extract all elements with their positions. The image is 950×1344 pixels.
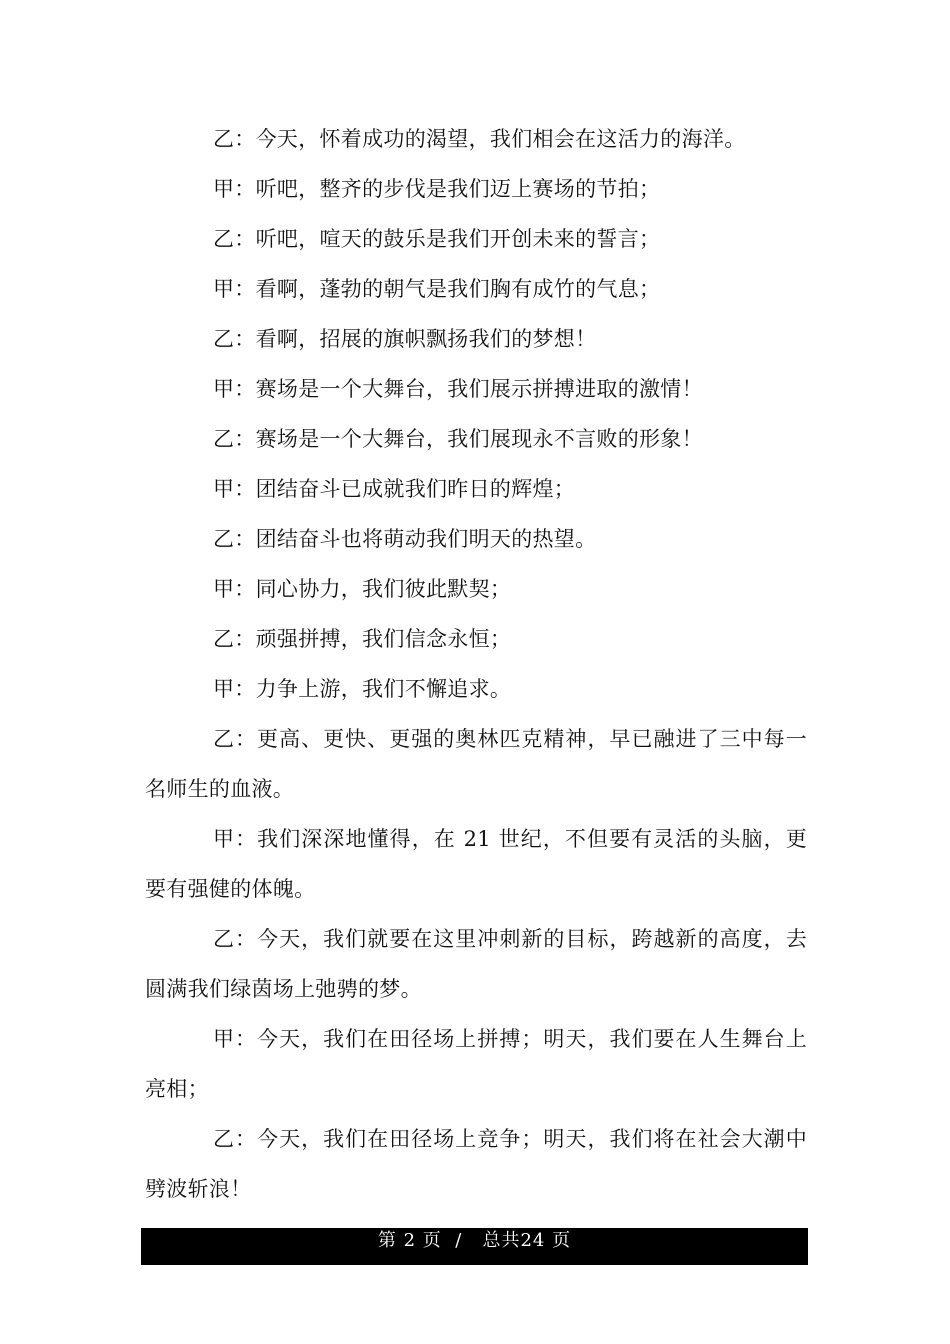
paragraph: 乙：今天，怀着成功的渴望，我们相会在这活力的海洋。 — [213, 127, 746, 151]
paragraph: 乙：今天，我们在田径场上竞争；明天，我们将在社会大潮中劈波斩浪！ — [145, 1127, 807, 1201]
paragraph: 乙：更高、更快、更强的奥林匹克精神，早已融进了三中每一名师生的血液。 — [145, 727, 807, 801]
document-body — [145, 114, 807, 1214]
paragraph: 甲：我们深深地懂得，在 21 世纪，不但要有灵活的头脑，更要有强健的体魄。 — [145, 827, 807, 901]
paragraph: 乙：顽强拼搏，我们信念永恒； — [213, 627, 512, 651]
paragraph: 甲：团结奋斗已成就我们昨日的辉煌； — [213, 477, 576, 501]
paragraph: 乙：团结奋斗也将萌动我们明天的热望。 — [213, 527, 597, 551]
paragraph: 甲：今天，我们在田径场上拼搏；明天，我们要在人生舞台上亮相； — [145, 1027, 807, 1101]
paragraph: 甲：同心协力，我们彼此默契； — [213, 577, 512, 601]
paragraph: 乙：听吧，喧天的鼓乐是我们开创未来的誓言； — [213, 227, 661, 251]
paragraph: 乙：今天，我们就要在这里冲刺新的目标，跨越新的高度，去圆满我们绿茵场上弛骋的梦。 — [145, 927, 807, 1001]
paragraph: 乙：赛场是一个大舞台，我们展现永不言败的形象！ — [213, 427, 703, 451]
paragraph: 甲：力争上游，我们不懈追求。 — [213, 677, 512, 701]
page-number-label: 第 2 页 / 总共24 页 — [377, 1230, 572, 1251]
paragraph: 甲：听吧，整齐的步伐是我们迈上赛场的节拍； — [213, 177, 661, 201]
page-footer-bar — [141, 1228, 808, 1265]
paragraph: 甲：看啊，蓬勃的朝气是我们胸有成竹的气息； — [213, 277, 661, 301]
paragraph: 乙：看啊，招展的旗帜飘扬我们的梦想！ — [213, 327, 597, 351]
paragraph: 甲：赛场是一个大舞台，我们展示拼搏进取的激情！ — [213, 377, 703, 401]
